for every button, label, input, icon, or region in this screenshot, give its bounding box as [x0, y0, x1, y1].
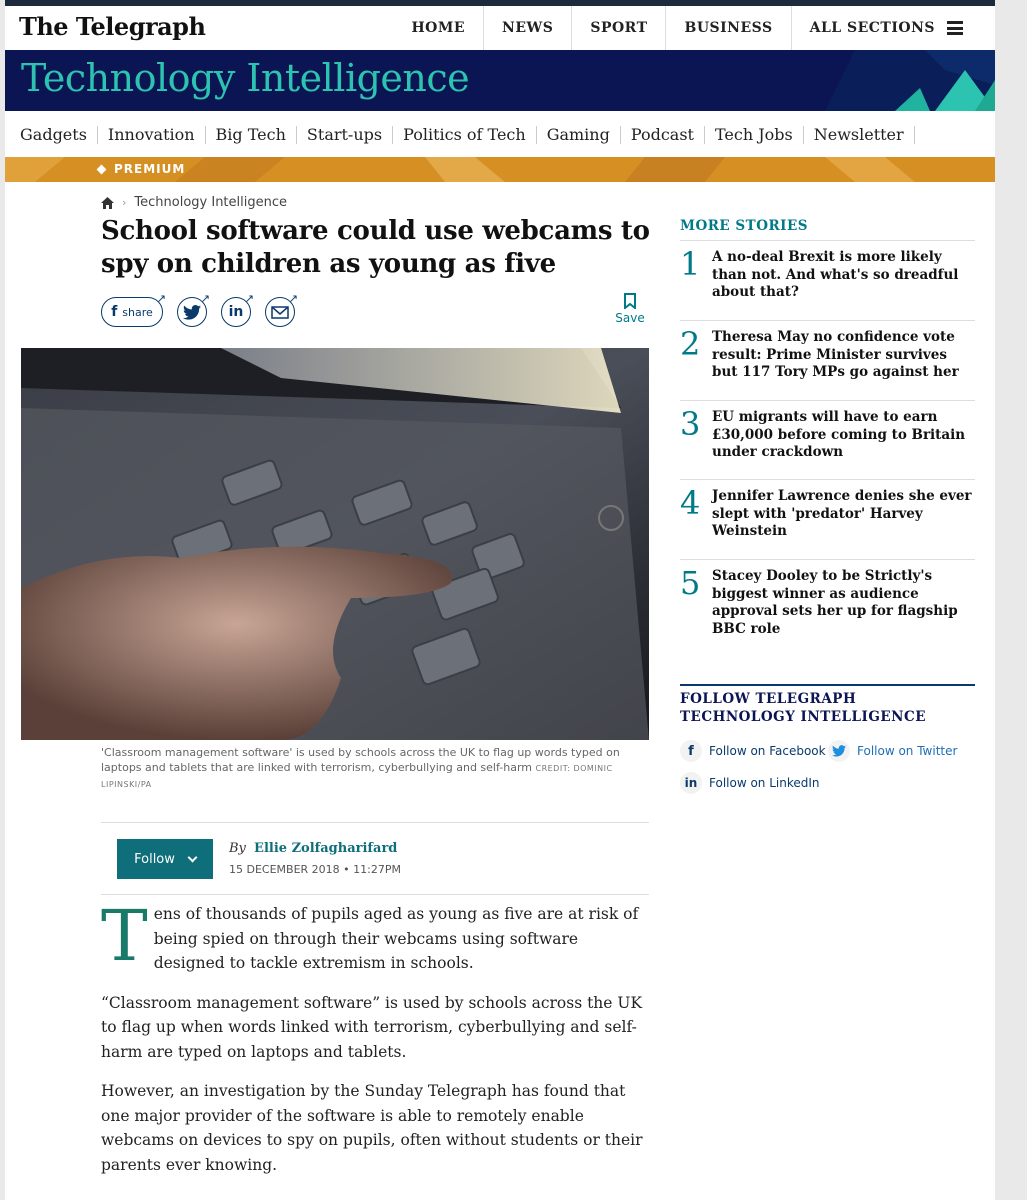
share-label: share — [122, 305, 153, 319]
nav-sport[interactable]: SPORT — [571, 6, 665, 50]
share-row — [101, 292, 309, 327]
save-button[interactable] — [613, 293, 647, 325]
premium-badge — [98, 162, 185, 176]
hamburger-menu-icon[interactable] — [947, 21, 963, 35]
paragraph — [101, 895, 649, 977]
nav-all-sections-label: ALL SECTIONS — [809, 20, 935, 36]
diamond-icon — [97, 164, 107, 174]
story-number: 5 — [680, 564, 701, 602]
image-caption — [101, 745, 631, 792]
follow-twitter-link[interactable] — [828, 740, 957, 762]
twitter-share-button[interactable] — [177, 292, 210, 327]
byline — [101, 822, 649, 895]
banner-graphic — [795, 50, 995, 111]
story-link[interactable]: Stacey Dooley to be Strictly's biggest winner as audience approval sets her up for flagship BBC role — [712, 568, 958, 637]
subnav-politics-of-tech[interactable]: Politics of Tech — [403, 126, 537, 144]
more-story-item[interactable] — [680, 321, 975, 401]
more-stories-heading: MORE STORIES — [680, 218, 809, 234]
chevron-right-icon: › — [122, 196, 127, 209]
subnav-start-ups[interactable]: Start-ups — [307, 126, 393, 144]
nav-news[interactable]: NEWS — [483, 6, 571, 50]
linkedin-icon: in — [228, 304, 244, 320]
external-arrow-icon: ↗ — [200, 292, 210, 305]
subnav-newsletter[interactable]: Newsletter — [814, 126, 915, 144]
by-prefix: By — [229, 841, 246, 856]
byline-author — [229, 841, 397, 856]
paragraph: However, an investigation by the Sunday Telegraph has found that one major provider of the software is able to remotely enable webcams on devices to spy on pupils, often without students or their parents ever knowing. — [101, 1082, 643, 1174]
bookmark-icon — [624, 293, 636, 309]
subnav-tech-jobs[interactable]: Tech Jobs — [715, 126, 804, 144]
story-link[interactable]: EU migrants will have to earn £30,000 before coming to Britain under crackdown — [712, 409, 966, 460]
story-number: 1 — [680, 245, 701, 283]
masthead — [5, 6, 995, 50]
section-banner — [5, 50, 995, 111]
facebook-share-button[interactable] — [101, 292, 166, 327]
story-link[interactable]: Jennifer Lawrence denies she ever slept with 'predator' Harvey Weinstein — [712, 488, 972, 539]
hero-image — [21, 348, 649, 740]
follow-twitter-label: Follow on Twitter — [857, 744, 958, 758]
caption-text: 'Classroom management software' is used by schools across the UK to flag up words typed on laptops and tablets that are linked with terrorism, cyberbullying and self-harm — [101, 746, 620, 774]
story-number: 2 — [680, 325, 701, 363]
story-number: 3 — [680, 405, 701, 443]
breadcrumb — [101, 195, 287, 210]
follow-label: Follow — [134, 851, 175, 867]
twitter-icon — [828, 740, 850, 762]
paragraph: “Classroom management software” is used by schools across the UK to flag up when words linked with terrorism, cyberbullying and self-harm are typed on laptops and tablets. — [101, 993, 643, 1061]
follow-linkedin-label: Follow on LinkedIn — [709, 776, 820, 790]
article-body — [101, 895, 649, 1192]
nav-business[interactable]: BUSINESS — [665, 6, 790, 50]
more-story-item[interactable] — [680, 241, 975, 321]
chevron-down-icon — [187, 852, 197, 862]
story-link[interactable]: A no-deal Brexit is more likely than not. And what's so dreadful about that? — [712, 249, 959, 300]
section-subnav — [5, 116, 995, 154]
home-icon[interactable] — [101, 197, 114, 209]
image-credit: CREDIT: DOMINIC LIPINSKI/PA — [101, 764, 613, 789]
article-headline: School software could use webcams to spy on children as young as five — [101, 216, 650, 279]
premium-bar — [5, 157, 995, 182]
subnav-podcast[interactable]: Podcast — [631, 126, 705, 144]
subnav-big-tech[interactable]: Big Tech — [216, 126, 297, 144]
more-story-item[interactable] — [680, 401, 975, 480]
follow-facebook-label: Follow on Facebook — [709, 744, 826, 758]
external-arrow-icon: ↗ — [156, 292, 166, 305]
linkedin-icon: in — [680, 772, 702, 794]
follow-section-heading: FOLLOW TELEGRAPH TECHNOLOGY INTELLIGENCE — [680, 691, 927, 725]
follow-facebook-link[interactable] — [680, 740, 826, 762]
follow-linkedin-link[interactable] — [680, 772, 820, 794]
top-nav — [393, 6, 981, 50]
linkedin-share-button[interactable] — [221, 292, 254, 327]
more-story-item[interactable] — [680, 560, 975, 640]
external-arrow-icon: ↗ — [288, 292, 298, 305]
page — [5, 0, 995, 1200]
email-icon — [271, 306, 289, 319]
follow-author-button[interactable] — [117, 839, 213, 879]
facebook-icon: f — [111, 304, 118, 320]
email-share-button[interactable] — [265, 292, 298, 327]
story-number: 4 — [680, 484, 701, 522]
divider — [680, 684, 975, 686]
subnav-gaming[interactable]: Gaming — [547, 126, 621, 144]
nav-all-sections[interactable] — [791, 6, 981, 50]
nav-home[interactable]: HOME — [411, 20, 466, 36]
save-label: Save — [615, 311, 645, 325]
author-link[interactable]: Ellie Zolfagharifard — [254, 841, 398, 856]
premium-label: PREMIUM — [114, 162, 186, 176]
publish-date: 15 DECEMBER 2018 • 11:27PM — [229, 863, 401, 876]
drop-cap: T — [101, 895, 148, 977]
external-arrow-icon: ↗ — [244, 292, 254, 305]
story-link[interactable]: Theresa May no confidence vote result: Prime Minister survives but 117 Tory MPs go against her — [712, 329, 959, 380]
subnav-gadgets[interactable]: Gadgets — [20, 126, 98, 144]
breadcrumb-section[interactable]: Technology Intelligence — [134, 195, 287, 210]
telegraph-logo[interactable]: The Telegraph — [19, 12, 206, 41]
subnav-innovation[interactable]: Innovation — [108, 126, 206, 144]
paragraph-text: ens of thousands of pupils aged as young as five are at risk of being spied on through their webcams using software designed to tackle extremism in schools. — [153, 905, 639, 972]
laptop-keyboard-photo — [21, 348, 649, 740]
section-title[interactable]: Technology Intelligence — [21, 56, 470, 100]
facebook-icon: f — [680, 740, 702, 762]
more-story-item[interactable] — [680, 480, 975, 560]
twitter-icon — [183, 305, 201, 320]
